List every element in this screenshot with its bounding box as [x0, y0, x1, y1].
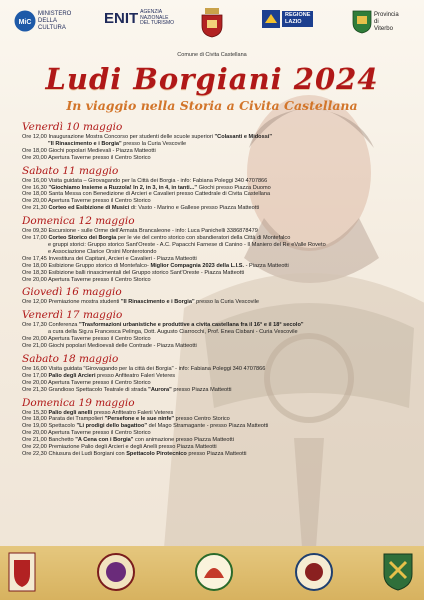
event-time: Ore 20,00: [22, 430, 47, 437]
event-text: presso la Curia Vescovile: [194, 299, 259, 306]
event-text: Giochi presso Piazza Duomo: [197, 184, 271, 191]
event-highlight: "Il Rinascimento e i Borgia": [120, 299, 195, 306]
event-time: Ore 21,30: [22, 386, 47, 393]
event-continuation: [22, 242, 414, 249]
day-section: [22, 286, 414, 306]
event-text: presso Anfiteatro Falerii Veteres: [92, 409, 174, 416]
logo-regione-lazio: [262, 10, 313, 28]
event-text: Apertura Taverne presso il Centro Storico: [48, 276, 151, 283]
program-schedule: [22, 120, 414, 461]
event-row: [22, 423, 414, 430]
event-highlight: "Il Rinascimento e i Borgia": [48, 140, 122, 147]
civita-coat-of-arms-icon: [200, 8, 224, 38]
event-text: Premiazione Palio degli Arcieri e degli Anelli presso Piazza Matteotti: [48, 444, 217, 451]
event-row: [22, 336, 414, 343]
event-text: Apertura Taverne presso il Centro Storico: [48, 430, 151, 437]
event-row: [22, 256, 414, 263]
event-row: [22, 451, 414, 458]
event-text: Visita guidata "Girovagando per la città dei Borgia" - info: Fabiana Poleggi 340 4707866: [48, 365, 266, 372]
event-time: Ore 21,30: [22, 205, 47, 212]
event-row: [22, 235, 414, 256]
ministero-line2: DELLA: [38, 17, 58, 24]
event-text: Escursione - sulle Orme dell'Armata Brancaleone - info: Luca Panichelli 3386878479: [48, 228, 258, 235]
event-text: - Piazza Matteotti: [244, 262, 289, 269]
logo-provincia-viterbo: [352, 10, 399, 34]
day-section: [22, 215, 414, 283]
event-row: [22, 444, 414, 451]
event-text: di: Vasto - Marino e Gallese presso Piazza Matteotti: [129, 205, 260, 212]
event-text: con animazione presso Piazza Matteotti: [133, 437, 234, 444]
event-time: Ore 20,00: [22, 336, 47, 343]
event-row: [22, 416, 414, 423]
event-highlight: Corteo ed Esibizione di Musici: [48, 205, 130, 212]
day-section: [22, 121, 414, 162]
event-time: Ore 17,30: [22, 322, 47, 329]
event-highlight: Miglior Compagnia 2023 della L.I.S.: [148, 262, 245, 269]
event-text: Visita guidata – Girovagando per la Città dei Borgia - info: Fabiana Poleggi 340 4707866: [48, 177, 268, 184]
event-row: [22, 322, 414, 336]
event-text: Spettacolo: [48, 423, 77, 430]
event-highlight: Palio degli Arcieri: [48, 372, 96, 379]
event-row: [22, 148, 414, 155]
event-text: Grandioso Spettacolo Teatrale di strada: [48, 386, 149, 393]
ministero-line3: CULTURA: [38, 24, 66, 31]
page-title: Ludi Borgiani 2024: [45, 62, 379, 96]
footer-logo-1-icon: [8, 552, 36, 592]
event-time: Ore 16,00: [22, 365, 47, 372]
event-highlight: "Trasformazioni urbanistiche e produttive a civita castellana fra il 16° e il 18° secolo": [78, 322, 304, 329]
event-continuation: e Associazione Clarice Orsini Monterotondo: [48, 248, 157, 255]
day-section: [22, 309, 414, 350]
event-time: Ore 12,00: [22, 134, 47, 140]
event-highlight: "Colasanti e Midossi": [214, 134, 273, 140]
event-row: [22, 155, 414, 162]
footer-logo-4-icon: [294, 552, 334, 592]
day-title: Domenica 12 maggio: [22, 215, 135, 228]
event-highlight: "Persefone e le sue ninfe": [104, 416, 175, 423]
event-time: Ore 20,00: [22, 379, 47, 386]
event-row: [22, 430, 414, 437]
regione-lazio-icon: [262, 10, 280, 28]
enit-line1: AGENZIA: [140, 9, 163, 15]
event-text: Giochi popolari Medioevali delle Contrade - Piazza Matteotti: [48, 343, 197, 350]
event-time: Ore 21,00: [22, 343, 47, 350]
event-time: Ore 15,30: [22, 409, 47, 416]
event-text: Apertura Taverne presso il Centro Storico: [48, 379, 151, 386]
event-time: Ore 09,30: [22, 228, 47, 235]
event-row: [22, 191, 414, 198]
event-row: [22, 263, 414, 270]
day-section: [22, 165, 414, 213]
footer-logo-5-icon: [382, 552, 414, 592]
event-highlight: Palio degli anelli: [48, 409, 93, 416]
event-highlight: "Li prodigi dello bagattoo": [76, 423, 148, 430]
event-time: Ore 18,00: [22, 147, 47, 154]
day-title: Venerdì 17 maggio: [22, 309, 123, 322]
event-text: e gruppi storici: Gruppo storico Sant'Oreste - A.C. Papacchi Farnese di Canino - Il Maniero del Re eValle Roveto: [48, 241, 326, 248]
event-text: presso Anfiteatro Faleri Veteres: [95, 372, 176, 379]
enit-line2: NAZIONALE: [140, 14, 169, 21]
event-text: presso la Curia Vescovile: [121, 140, 187, 147]
mic-logo-icon: [14, 10, 36, 32]
event-highlight: "A Cena con i Borgia": [75, 437, 134, 444]
event-time: Ore 21,00: [22, 437, 47, 444]
event-text: del Mago Stramagante - presso Piazza Matteotti: [147, 423, 269, 430]
logo-enit: [104, 10, 174, 27]
event-row: [22, 178, 414, 185]
event-time: Ore 20,00: [22, 276, 47, 283]
event-time: Ore 16,00: [22, 177, 47, 184]
event-row: [22, 437, 414, 444]
event-row: [22, 277, 414, 284]
event-text: presso Piazza Matteotti: [171, 386, 232, 393]
event-row: [22, 366, 414, 373]
event-text: Esibizione Gruppo storico di Montefalco-: [48, 262, 149, 269]
event-text: Premiazione mostra studenti: [48, 299, 121, 306]
provincia-line2: di: [374, 18, 379, 25]
event-time: Ore 19,00: [22, 423, 47, 430]
event-highlight: "Giochiamo Insieme a Ruzzola! In 2, in 3, in 4, in tanti...": [48, 184, 198, 191]
event-time: Ore 17,00: [22, 235, 47, 242]
event-text: Esibizione balli rinascimentali del Gruppo storico Sant'Oreste - Piazza Matteotti: [48, 269, 245, 276]
event-row: [22, 410, 414, 417]
event-row: [22, 299, 414, 306]
logo-ministero-cultura: [14, 10, 71, 32]
page-subtitle: In viaggio nella Storia a Civita Castellana: [66, 98, 358, 113]
provincia-coat-of-arms-icon: [352, 10, 372, 34]
event-text: per le vie del centro storico con sbandieratori della Città di Montefalco: [116, 235, 291, 242]
day-section: [22, 397, 414, 458]
footer-logos: [0, 546, 424, 600]
event-text: Giochi popolari Medievali - Piazza Matteotti: [48, 147, 156, 154]
event-time: Ore 22,00: [22, 444, 47, 451]
event-row: [22, 205, 414, 212]
event-time: Ore 18,00: [22, 191, 47, 198]
event-row: [22, 185, 414, 192]
day-title: Giovedì 16 maggio: [22, 286, 122, 299]
event-row: [22, 387, 414, 394]
comune-caption: Comune di Civita Castellana: [177, 52, 247, 58]
day-title: Sabato 11 maggio: [22, 164, 119, 177]
regione-line2: LAZIO: [285, 19, 302, 25]
event-text: presso Piazza Matteotti: [186, 451, 247, 457]
provincia-line1: Provincia: [374, 11, 399, 18]
ministero-line1: MINISTERO: [38, 10, 72, 17]
header-logos: [0, 4, 424, 54]
event-time: Ore 17,45: [22, 255, 47, 262]
day-section: [22, 353, 414, 394]
event-highlight: "Aurora": [148, 386, 172, 393]
event-time: Ore 12,00: [22, 299, 47, 306]
event-row: [22, 270, 414, 277]
day-title: Venerdì 10 maggio: [22, 121, 123, 133]
event-text: Apertura Taverne presso il Centro Storico: [48, 336, 151, 343]
event-time: Ore 20,00: [22, 198, 47, 205]
event-time: Ore 18,00: [22, 416, 47, 423]
event-highlight: Corteo Storico dei Borgia: [48, 235, 117, 242]
event-time: Ore 18,00: [22, 262, 47, 269]
event-time: Ore 20,00: [22, 154, 47, 161]
event-row: [22, 343, 414, 350]
event-text: Investitura dei Capitani, Arcieri e Cavalieri - Piazza Matteotti: [48, 255, 197, 262]
footer-logo-3-icon: [194, 552, 234, 592]
logo-stemma-civita: [200, 8, 224, 38]
svg-text:MiC: MiC: [18, 19, 32, 26]
regione-line1: REGIONE: [285, 12, 311, 18]
event-text: a cura della Sig.ra Francesca Pelinga, Dott. Augusto Ciarrocchi, Prof. Enea Cisbani - Curia Vescovile: [48, 329, 298, 336]
day-title: Domenica 19 maggio: [22, 396, 135, 409]
event-text: Parata dei Trampolieri: [48, 416, 105, 423]
event-text: Conferenza: [48, 322, 79, 329]
event-row: [22, 380, 414, 387]
event-text: Inaugurazione Mostra Concorso per studenti delle scuole superiori: [48, 134, 215, 140]
event-text: Chiusura dei Ludi Borgiani con: [48, 451, 127, 457]
footer-logo-2-icon: [96, 552, 136, 592]
event-text: Banchetto: [48, 437, 76, 444]
provincia-line3: Viterbo: [374, 25, 393, 32]
event-time: Ore 17,00: [22, 372, 47, 379]
event-time: Ore 18,30: [22, 269, 47, 276]
event-continuation: [22, 329, 414, 336]
event-text: Santa Messa con Benedizione di Arcieri e Cavalieri presso Cattedrale di Civita Castellana: [48, 191, 271, 198]
event-time: Ore 22,30: [22, 451, 47, 457]
event-text: Apertura Taverne presso il Centro Storico: [48, 198, 151, 205]
event-row: [22, 228, 414, 235]
event-row: [22, 134, 414, 148]
enit-line3: DEL TURISMO: [140, 20, 175, 26]
event-continuation: [22, 141, 414, 148]
event-text: Apertura Taverne presso il Centro Storico: [48, 154, 151, 161]
event-time: Ore 16,30: [22, 184, 47, 191]
day-title: Sabato 18 maggio: [22, 352, 119, 365]
enit-wordmark: ENIT: [104, 9, 139, 27]
event-highlight: Spettacolo Pirotecnico: [126, 451, 187, 457]
event-row: [22, 373, 414, 380]
event-text: presso Centro Storico: [174, 416, 230, 423]
event-row: [22, 198, 414, 205]
